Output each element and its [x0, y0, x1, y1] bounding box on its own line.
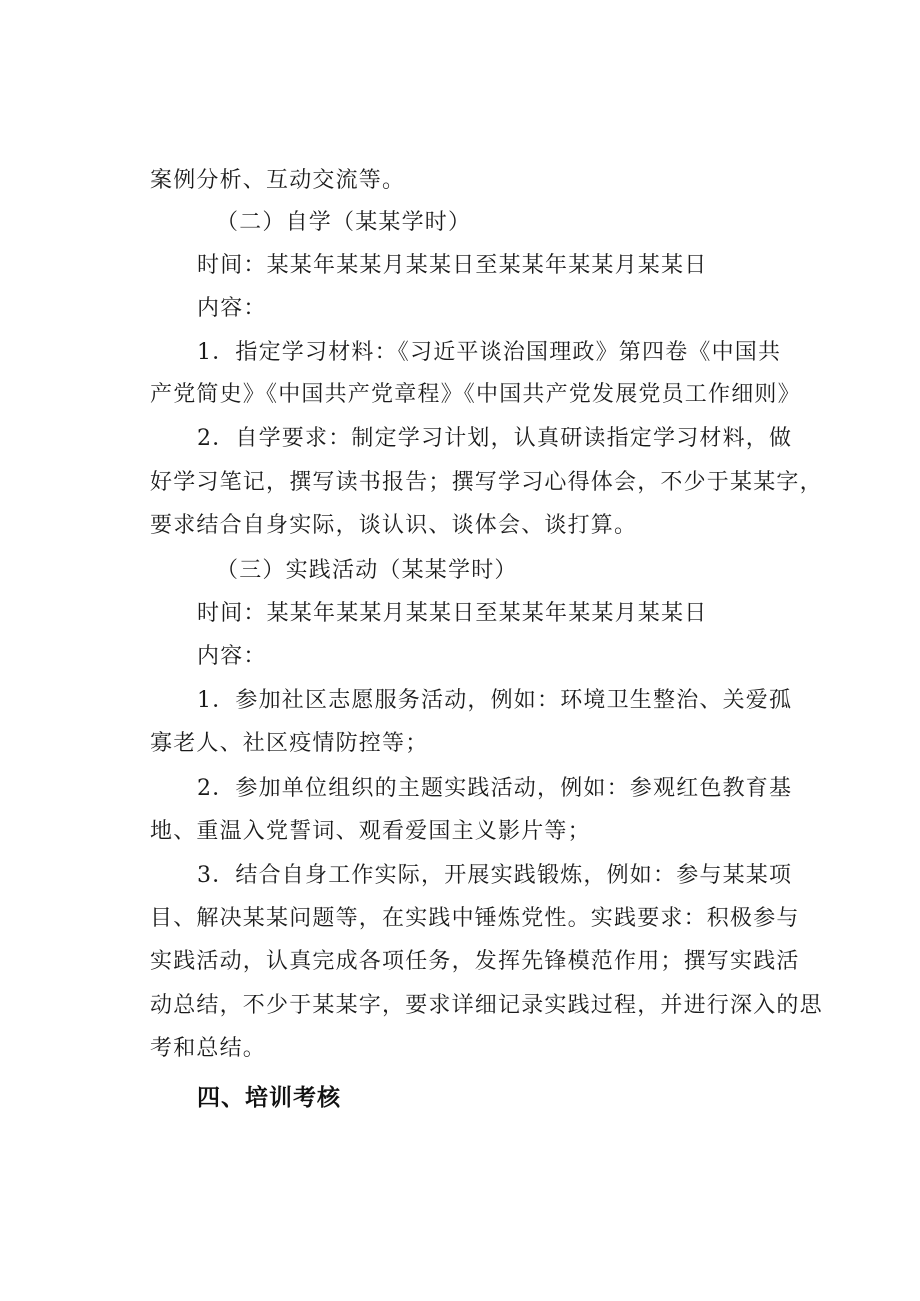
paragraph-line: 要求结合自身实际，谈认识、谈体会、谈打算。	[150, 513, 638, 538]
paragraph-line: 3．结合自身工作实际，开展实践锻炼，例如：参与某某项	[197, 863, 793, 888]
paragraph-line: 内容：	[197, 296, 267, 321]
paragraph-line: 内容：	[197, 644, 267, 669]
subsection-title-self-study: （二）自学（某某学时）	[216, 210, 472, 235]
paragraph-line: 时间：某某年某某月某某日至某某年某某月某某日	[197, 253, 708, 278]
section-heading: 四、培训考核	[197, 1085, 341, 1111]
paragraph-line: 案例分析、互动交流等。	[150, 168, 406, 193]
paragraph-line: 1．参加社区志愿服务活动，例如：环境卫生整治、关爱孤	[197, 688, 793, 713]
paragraph-line: 2．参加单位组织的主题实践活动，例如：参观红色教育基	[197, 776, 793, 801]
subsection-title-practice: （三）实践活动（某某学时）	[216, 558, 518, 583]
paragraph-line: 时间：某某年某某月某某日至某某年某某月某某日	[197, 601, 708, 626]
paragraph-line: 寡老人、社区疫情防控等；	[150, 731, 429, 756]
paragraph-line: 地、重温入党誓词、观看爱国主义影片等；	[150, 819, 591, 844]
paragraph-line: 1．指定学习材料：《习近平谈治国理政》第四卷《中国共	[197, 340, 782, 365]
paragraph-line: 目、解决某某问题等，在实践中锤炼党性。实践要求：积极参与	[150, 906, 800, 931]
paragraph-line: 2．自学要求：制定学习计划，认真研读指定学习材料，做	[197, 426, 793, 451]
paragraph-line: 产党简史》《中国共产党章程》《中国共产党发展党员工作细则》	[150, 382, 801, 407]
paragraph-line: 考和总结。	[150, 1036, 267, 1061]
paragraph-line: 实践活动，认真完成各项任务，发挥先锋模范作用；撰写实践活	[150, 949, 800, 974]
paragraph-line: 好学习笔记，撰写读书报告；撰写学习心得体会，不少于某某字，	[150, 470, 823, 495]
paragraph-line: 动总结，不少于某某字，要求详细记录实践过程，并进行深入的思	[150, 993, 823, 1018]
